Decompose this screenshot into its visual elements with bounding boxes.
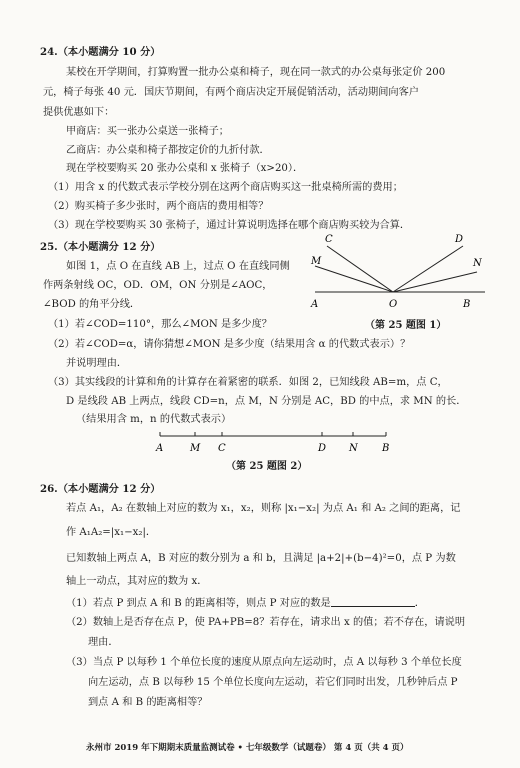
q25-sub3: （3）其实线段的计算和角的计算存在着紧密的联系．如图 2，已知线段 AB=m，点 C， [48,377,448,388]
q26-sub2-cont: 理由． [88,637,119,648]
q24-offer-a: 甲商店：买一张办公桌送一张椅子； [66,126,229,137]
ray-on [393,272,477,292]
label-n: N [473,258,482,269]
q25-sub3-note: （结果用含 m，n 的代数式表示） [76,414,232,425]
q26-sub1 [66,596,425,611]
q26-sub1-text: （1）若点 P 到点 A 和 B 的距离相等，则点 P 对应的数是 [66,598,331,609]
label-d: D [455,234,464,245]
q25-figure2 [150,428,400,458]
ray-od [393,246,463,292]
seg-label-n: N [349,443,358,454]
label-m: M [311,256,322,267]
q25-heading: 25.（本小题满分 12 分） [40,241,161,253]
q25-text-line3: ∠BOD 的角平分线． [43,299,141,310]
q26-sub3-end: 到点 A 和 B 的距离相等？ [88,697,208,708]
q25-text-line2: 作两条射线 OC，OD．OM，ON 分别是∠AOC， [43,280,273,291]
q25-sub3-cont: D 是线段 AB 上两点，线段 CD=n，点 M，N 分别是 AC，BD 的中点，求 MN 的长． [66,396,467,407]
q26-sub1-end: ． [414,598,425,609]
q26-text-line4: 轴上一动点，其对应的数为 x． [66,576,208,587]
q25-sub1: （1）若∠COD=110°，那么∠MON 是多少度？ [48,319,272,330]
q24-offer-b: 乙商店：办公桌和椅子都按定价的九折付款． [66,145,270,156]
q25-figure1-caption: （第 25 题图 1） [365,320,447,331]
ray-oc [327,246,393,292]
q26-text-line3: 已知数轴上两点 A，B 对应的数分别为 a 和 b，且满足 |a+2|+(b−4)²=0，点 P 为数 [66,553,456,564]
q24-heading: 24.（本小题满分 10 分） [40,46,161,58]
q25-figure2-caption: （第 25 题图 2） [226,461,308,472]
seg-label-b: B [382,443,390,454]
label-b: B [463,299,471,310]
seg-label-d: D [318,443,327,454]
q25-sub2: （2）若∠COD=α，请你猜想∠MON 是多少度（结果用含 α 的代数式表示）？ [48,339,411,350]
q24-sub3: （3）现在学校要购买 30 张椅子，通过计算说明选择在哪个商店购买较为合算． [48,220,411,231]
label-a: A [311,299,319,310]
q26-text-line1: 若点 A₁，A₂ 在数轴上对应的数为 x₁，x₂，则称 |x₁−x₂| 为点 A₁ 和 A₂ 之间的距离，记 [66,503,461,514]
q24-text-line3: 提供优惠如下： [43,107,115,118]
q26-sub3-cont: 向左运动，点 B 以每秒 15 个单位长度向左运动，若它们同时出发，几秒钟后点 P [88,677,458,688]
q26-text-line2: 作 A₁A₂=|x₁−x₂|． [66,527,157,538]
seg-label-m: M [190,443,201,454]
q24-text-line6: 现在学校要购买 20 张办公桌和 x 张椅子（x>20）． [66,163,304,174]
q24-sub2: （2）购买椅子多少张时，两个商店的费用相等？ [48,201,269,212]
q26-heading: 26.（本小题满分 12 分） [40,483,161,495]
answer-blank[interactable] [331,596,415,607]
q25-text-line1: 如图 1，点 O 在直线 AB 上，过点 O 在直线同侧 [66,261,290,272]
page-footer: 永州市 2019 年下期期末质量监测试卷 • 七年级数学（试题卷） 第 4 页（共 4 页） [86,743,409,753]
q24-sub1: （1）用含 x 的代数式表示学校分别在这两个商店购买这一批桌椅所需的费用； [48,182,403,193]
q25-sub2-cont: 并说明理由． [66,358,128,369]
label-c: C [325,234,333,245]
q24-text-line2: 元，椅子每张 40 元．国庆节期间，有两个商店决定开展促销活动，活动期间向客户 [43,87,419,98]
seg-label-a: A [156,443,164,454]
q26-sub3: （3）当点 P 以每秒 1 个单位长度的速度从原点向左运动时，点 A 以每秒 3 个单位长度 [66,657,462,668]
ray-om [315,266,393,292]
seg-label-c: C [218,443,226,454]
q26-sub2: （2）数轴上是否存在点 P，使 PA+PB=8？若存在，请求出 x 的值；若不存在，请说明 [66,617,466,628]
label-o: O [389,299,398,310]
q24-text-line1: 某校在开学期间，打算购置一批办公桌和椅子，现在同一款式的办公桌每张定价 200 [66,67,446,78]
